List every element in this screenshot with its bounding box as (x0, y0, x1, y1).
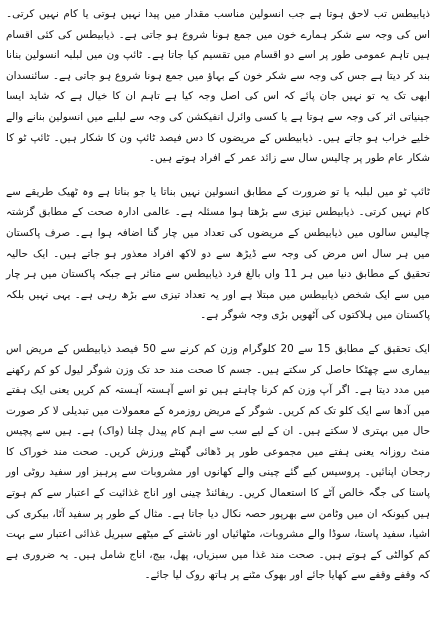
paragraph-diabetes-statistics: ٹائپ ٹو میں لبلبہ یا تو ضرورت کے مطابق انسولین نہیں بناتا یا جو بناتا ہے وہ ٹھیک طریقے سے کام نہیں کرتی۔ ذیابیطس تیزی سے بڑھتا ہوا مسئلہ ہے۔ عالمی ادارہ صحت کے مطابق گزشتہ چالیس سالوں میں ذیابیطس کے مریضوں کی تعداد میں چار گنا اضافہ ہوا ہے۔ صرف پاکستان میں ہر سال اس مرض کی وجہ سے ڈیڑھ سے دو لاکھ افراد معذور ہو جاتے ہیں۔ ایک حالیہ تحقیق کے مطابق دنیا میں ہر 11 واں بالغ فرد ذیابیطس سے متاثر ہے جبکہ پاکستان میں ہر چار میں سے ایک شخص ذیابیطس میں مبتلا ہے اور یہ تعداد تیزی سے بڑھ رہی ہے۔ یہی نہیں بلکہ پاکستان میں ہلاکتوں کی آٹھویں بڑی وجہ شوگر ہے۔ (6, 185, 430, 322)
paragraph-diabetes-prevention: ایک تحقیق کے مطابق 15 سے 20 کلوگرام وزن کم کرنے سے 50 فیصد ذیابیطس کے مریض اس بیماری سے چھٹکا حاصل کر سکتے ہیں۔ جسم کا صحت مند حد تک وزن شوگر لیول کو کم رکھنے میں مدد دیتا ہے۔ اگر آپ وزن کم کرنا چاہتے ہیں تو اسے آہستہ آہستہ کم کریں یعنی ایک ہفتے میں آدھا سے ایک کلو تک کم کریں۔ شوگر کے مریض روزمرہ کے معمولات میں تبدیلی لا کر صورت حال میں بہتری لا سکتے ہیں۔ ان کے لیے سب سے اہم کام پیدل چلنا (واک) ہے۔ ہیں سے پچیس منٹ روزانہ یعنی ہفتے میں مجموعی طور پر ڈھائی گھنٹے ورزش کریں۔ صحت مند خوراک کا رجحان اپنائیں۔ پروسیس کیے گئے چینی والے کھانوں اور مشروبات سے پرہیز اور سفید روٹی اور پاستا کی جگہ خالص آٹے کا استعمال کریں۔ ریفائنڈ چینی اور اناج غذائیت کے اعتبار سے کم ہوتے ہیں کیونکہ ان میں وٹامن سے بھرپور حصہ نکال دیا جاتا ہے۔ مثال کے طور پر سفید آٹا، بیکری کی اشیا، سفید پاستا، سوڈا والے مشروبات، مٹھائیاں اور ناشتے کے میٹھے سیریل غذائی اعتبار سے بہت کم کوالٹی کے ہوتے ہیں۔ صحت مند غذا میں سبزیاں، پھل، بیج، اناج شامل ہیں۔ یہ ضروری ہے کہ وقفے وقفے سے کھایا جائے اور بھوک مٹنے پر ہاتھ روک لیا جائے۔ (6, 342, 430, 582)
paragraph-diabetes-types: ذیابیطس تب لاحق ہوتا ہے جب انسولین مناسب مقدار میں پیدا نہیں ہوتی یا کام نہیں کرتی۔ اس کی وجہ سے شکر ہمارے خون میں جمع ہونا شروع ہو جاتی ہے۔ ذیابیطس کی کئی اقسام ہیں تاہم عمومی طور پر اسے دو اقسام میں تقسیم کیا جاتا ہے۔ ٹائپ ون میں لبلبہ انسولین بنانا بند کر دیتا ہے جس کی وجہ سے شکر خون کے بہاؤ میں جمع ہونا شروع ہو جاتی ہے۔ سائنسدان ابھی تک یہ تو نہیں جان پائے کہ اس کی اصل وجہ کیا ہے تاہم ان کا خیال ہے کہ شاید ایسا جینیاتی اثر کی وجہ سے ہوتا ہے یا کسی وائرل انفیکشن کی وجہ سے لبلبے میں انسولین بنانے والے خلیے خراب ہو جاتے ہیں۔ ذیابیطس کے مریضوں کا دس فیصد ٹائپ ون کا شکار ہیں۔ ٹائپ ٹو کا شکار عام طور پر چالیس سال سے زائد عمر کے افراد ہوتے ہیں۔ (6, 8, 430, 165)
